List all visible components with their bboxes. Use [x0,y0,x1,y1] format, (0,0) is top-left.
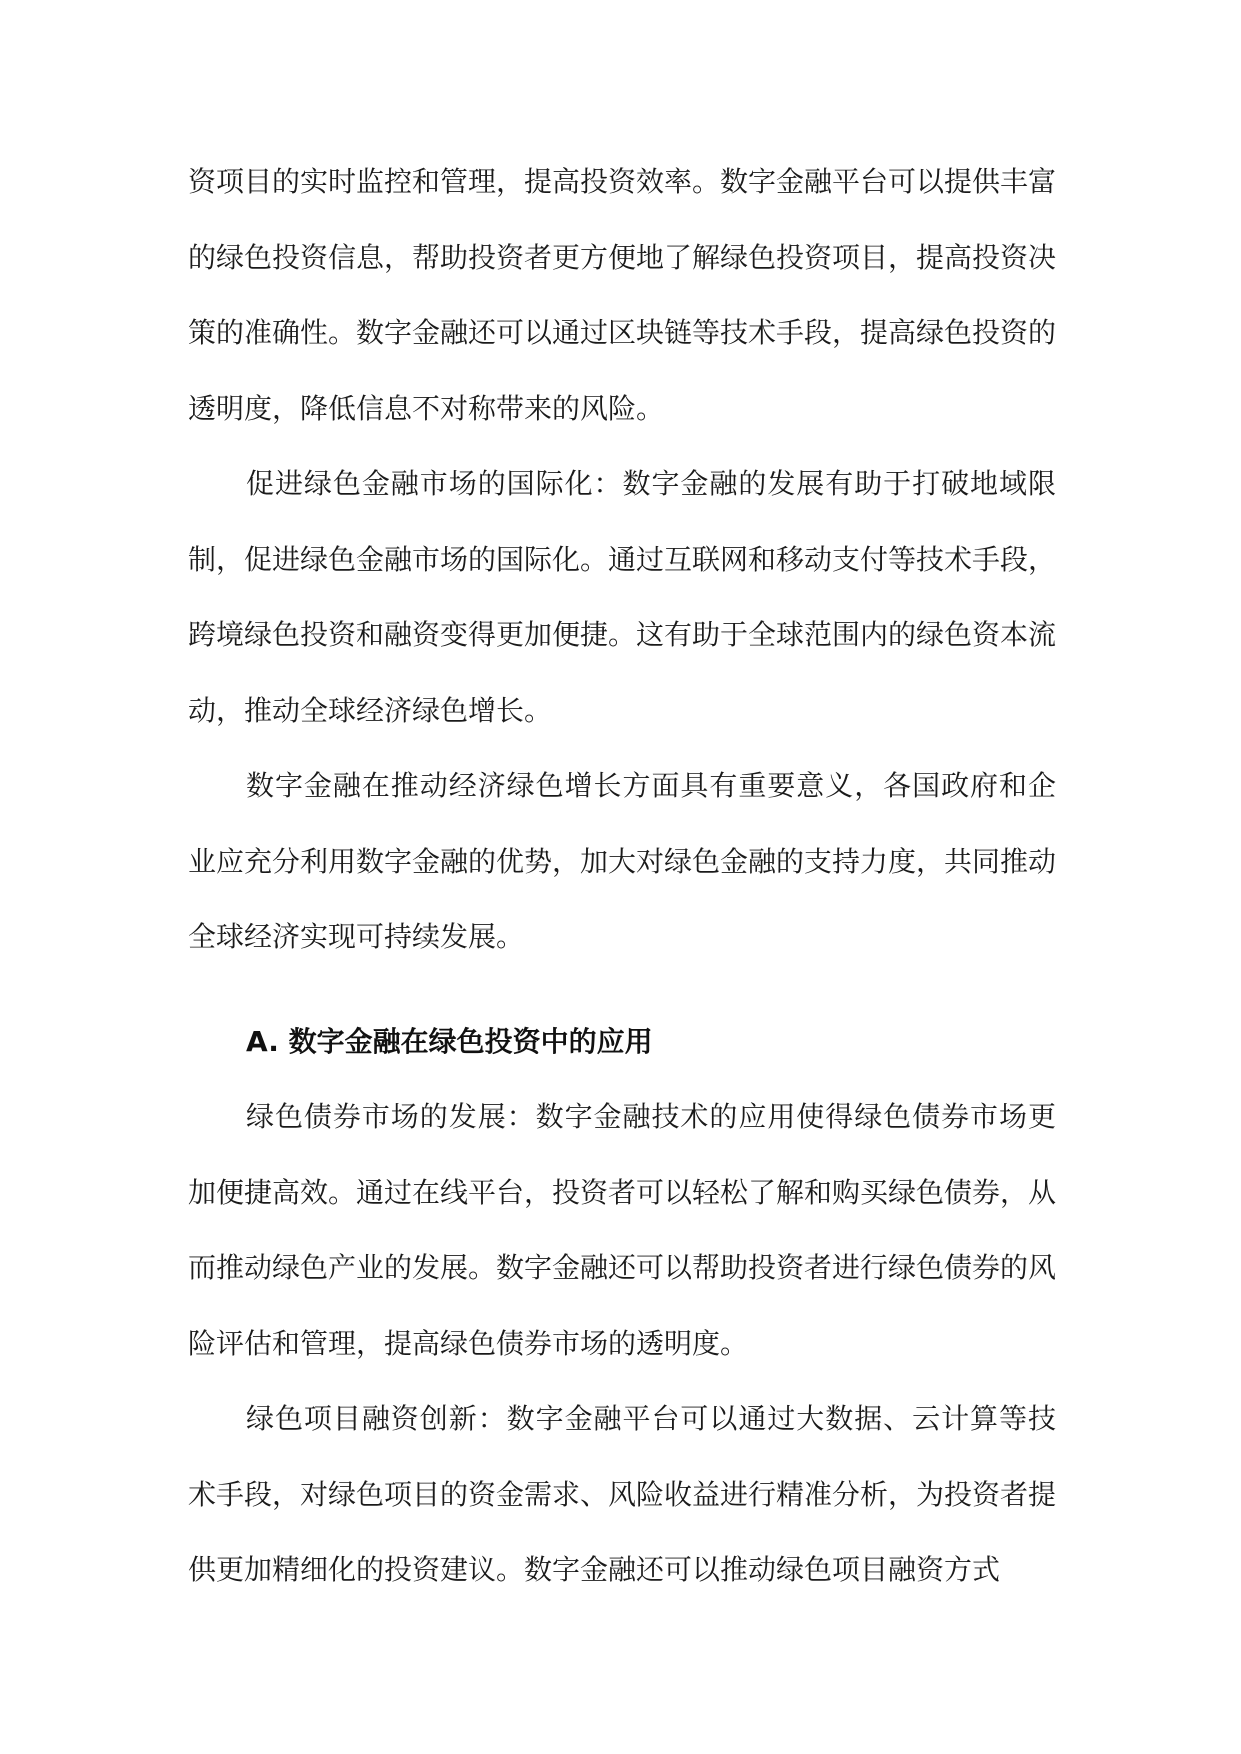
document-body [188,144,1056,1608]
paragraph-internationalization: 促进绿色金融市场的国际化：数字金融的发展有助于打破地域限制，促进绿色金融市场的国际化。通过互联网和移动支付等技术手段，跨境绿色投资和融资变得更加便捷。这有助于全球范围内的绿色资本流动，推动全球经济绿色增长。 [188,467,1057,727]
paragraph-continued: 资项目的实时监控和管理，提高投资效率。数字金融平台可以提供丰富的绿色投资信息，帮助投资者更方便地了解绿色投资项目，提高投资决策的准确性。数字金融还可以通过区块链等技术手段，提高绿色投资的透明度，降低信息不对称带来的风险。 [188,165,1057,425]
paragraph-project-financing: 绿色项目融资创新：数字金融平台可以通过大数据、云计算等技术手段，对绿色项目的资金需求、风险收益进行精准分析，为投资者提供更加精细化的投资建议。数字金融还可以推动绿色项目融资方式 [188,1402,1057,1586]
paragraph-green-bonds: 绿色债券市场的发展：数字金融技术的应用使得绿色债券市场更加便捷高效。通过在线平台，投资者可以轻松了解和购买绿色债券，从而推动绿色产业的发展。数字金融还可以帮助投资者进行绿色债券的风险评估和管理，提高绿色债券市场的透明度。 [188,1100,1057,1360]
paragraph-conclusion: 数字金融在推动经济绿色增长方面具有重要意义，各国政府和企业应充分利用数字金融的优势，加大对绿色金融的支持力度，共同推动全球经济实现可持续发展。 [188,769,1057,953]
section-heading: A. 数字金融在绿色投资中的应用 [246,1024,653,1058]
